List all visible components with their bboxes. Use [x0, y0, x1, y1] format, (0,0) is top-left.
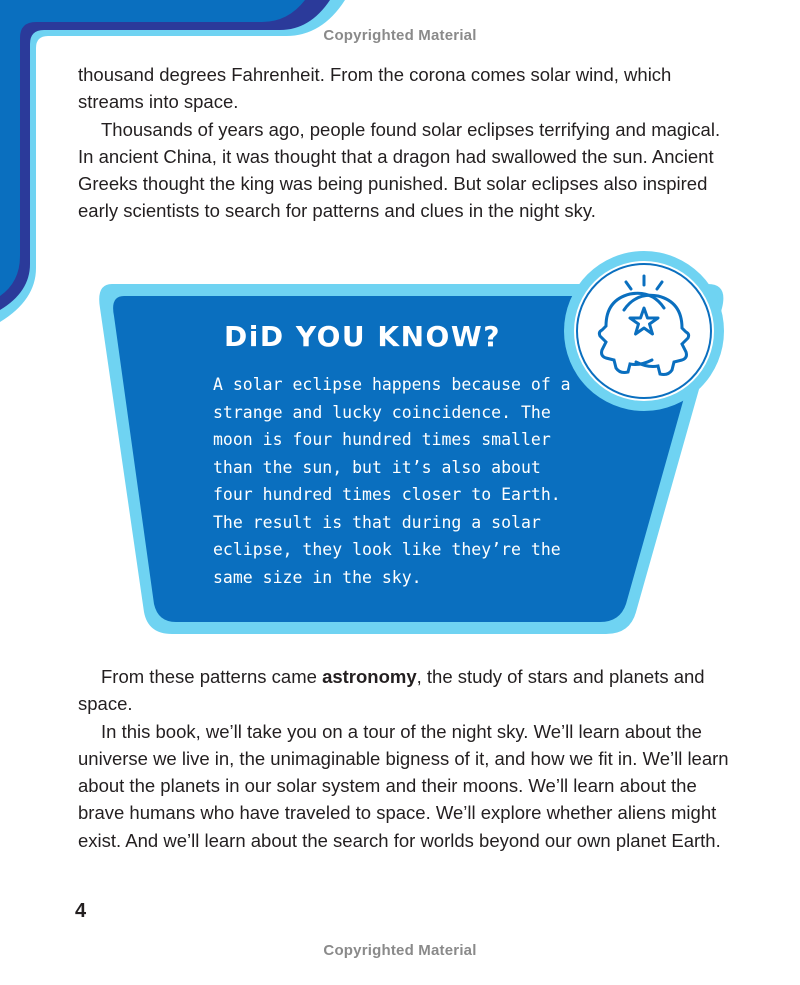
copyright-footer: Copyrighted Material: [323, 942, 477, 959]
paragraph: [78, 663, 738, 718]
callout-text: A solar eclipse happens because of a strange and lucky coincidence. The moon is four hundred times smaller than the sun, but it’s also about four hundred times closer to Earth. The result is that during a solar eclipse, they look like they’re the same size in the sky.: [213, 375, 571, 587]
text-run: , the study of stars and planets and space.: [78, 666, 705, 715]
paragraph: thousand degrees Fahrenheit. From the corona comes solar wind, which streams into space.: [78, 64, 672, 113]
copyright-header: Copyrighted Material: [323, 27, 477, 44]
paragraph: Thousands of years ago, people found solar eclipses terrifying and magical. In ancient China, it was thought that a dragon had swallowed the sun. Ancient Greeks thought the king was being punished. But solar eclipses also inspired early scientists to search for patterns and clues in the night sky.: [78, 118, 721, 222]
glossary-term: astronomy: [322, 666, 417, 687]
mind-star-icon: [564, 251, 724, 411]
page-number: 4: [75, 900, 87, 922]
text-run: From these patterns came: [101, 666, 323, 687]
paragraph: In this book, we’ll take you on a tour of the night sky. We’ll learn about the universe we live in, the unimaginable bigness of it, and how we fit in. We’ll learn about the planets in our solar system and their moons. We’ll learn about the brave humans who have traveled to space. We’ll explore whether aliens might exist. And we’ll learn about the search for worlds beyond our own planet Earth.: [78, 720, 729, 851]
callout-title: DiD YOU KNOW?: [224, 320, 501, 353]
main-text: [78, 663, 738, 854]
